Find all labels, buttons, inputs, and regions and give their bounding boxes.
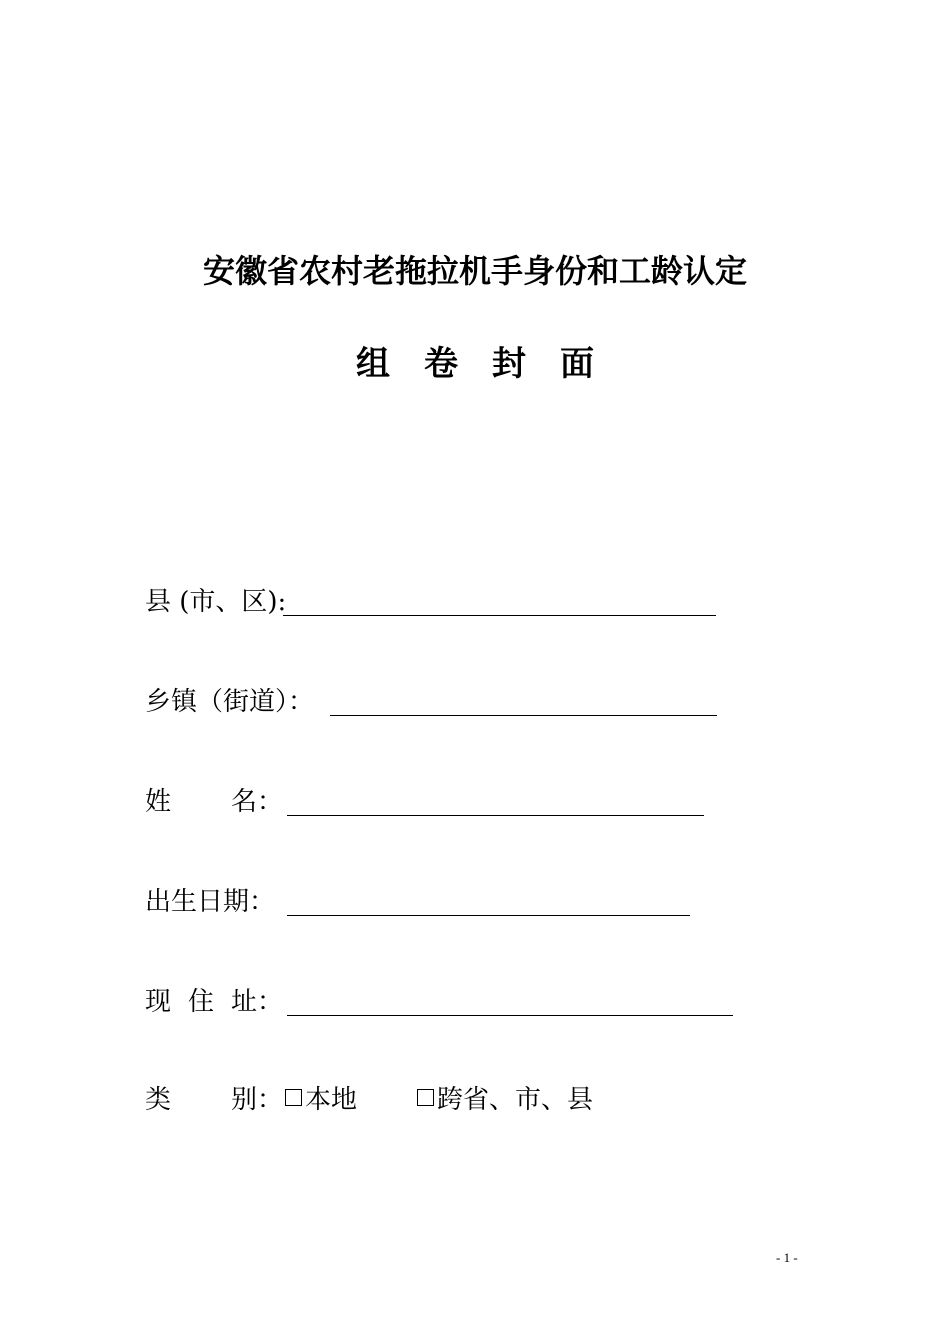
county-label: 县 (市、区):	[145, 587, 287, 617]
category-field	[145, 1083, 593, 1117]
document-subtitle	[0, 336, 950, 385]
township-input-line[interactable]	[330, 715, 717, 716]
name-label-char: 名：	[231, 787, 284, 817]
cross-region-option-label: 跨省、市、县	[437, 1085, 594, 1115]
subtitle-char: 组	[356, 344, 390, 384]
page-number: - 1 -	[776, 1250, 798, 1265]
name-input-line[interactable]	[287, 815, 704, 816]
subtitle-char: 卷	[424, 344, 458, 384]
county-field	[145, 585, 286, 619]
local-checkbox[interactable]	[285, 1089, 302, 1106]
township-label: 乡镇（街道）：	[145, 687, 315, 717]
subtitle-char: 封	[492, 344, 526, 384]
address-field	[145, 985, 283, 1019]
county-input-line[interactable]	[283, 615, 716, 616]
category-label-char: 类	[145, 1085, 172, 1115]
cross-region-checkbox[interactable]	[417, 1089, 434, 1106]
township-field	[145, 685, 314, 719]
document-title: 安徽省农村老拖拉机手身份和工龄认定	[202, 252, 747, 290]
address-input-line[interactable]	[287, 1015, 733, 1016]
address-label-char: 现	[145, 987, 172, 1017]
category-label-char: 别：	[231, 1085, 284, 1115]
name-label-char: 姓	[145, 787, 172, 817]
address-label-char: 住	[188, 987, 215, 1017]
birthdate-field	[145, 885, 275, 919]
address-label-char: 址：	[231, 987, 284, 1017]
local-option-label: 本地	[305, 1085, 358, 1115]
subtitle-char: 面	[560, 344, 594, 384]
birthdate-input-line[interactable]	[287, 915, 690, 916]
name-field	[145, 785, 283, 819]
birthdate-label: 出生日期：	[145, 887, 276, 917]
